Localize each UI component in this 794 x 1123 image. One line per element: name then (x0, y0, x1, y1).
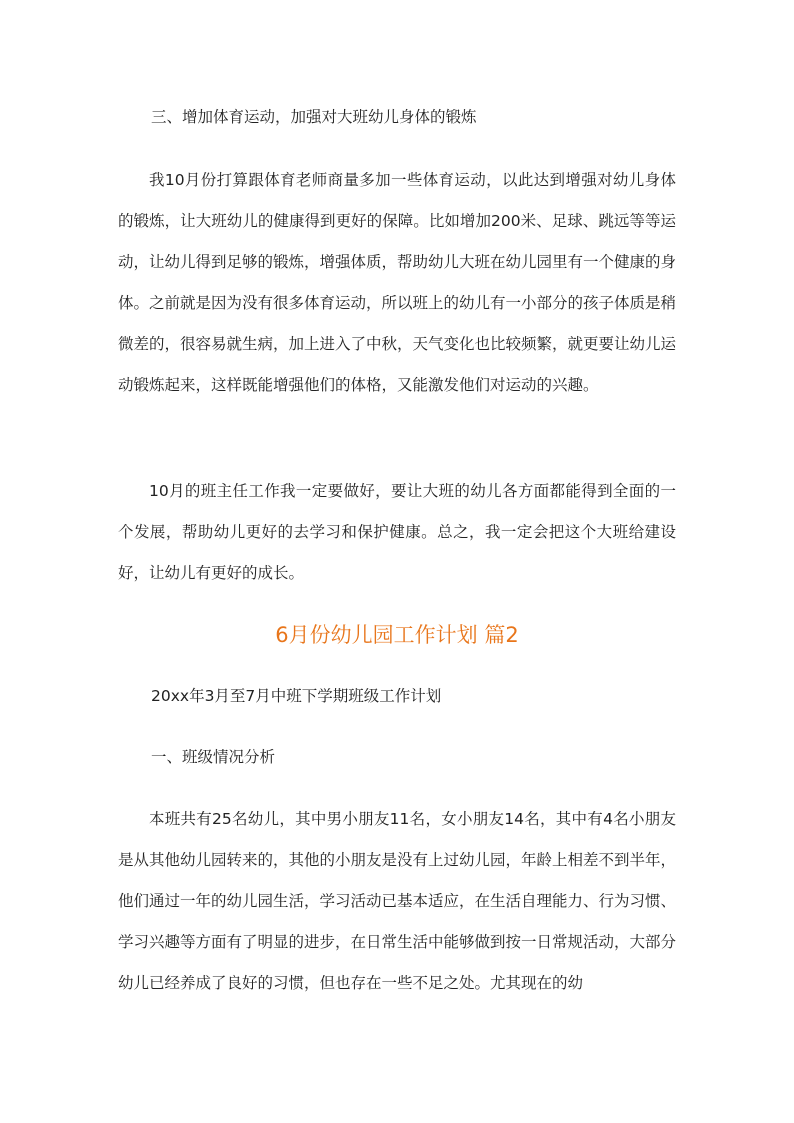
section-title-plan-2: 6月份幼儿园工作计划 篇2 (275, 623, 519, 647)
section-heading-class-analysis: 一、班级情况分析 (151, 748, 276, 766)
paragraph-exercise-plan: 我10月份打算跟体育老师商量多加一些体育运动，以此达到增强对幼儿身体的锻炼，让大班幼儿的健康得到更好的保障。比如增加200米、足球、跳远等等运动，让幼儿得到足够的锻炼，增强体质，帮助幼儿大班在幼儿园里有一个健康的身体。之前就是因为没有很多体育运动，所以班上的幼儿有一小部分的孩子体质是稍微差的，很容易就生病，加上进入了中秋，天气变化也比较频繁，就更要让幼儿运动锻炼起来，这样既能增强他们的体格，又能激发他们对运动的兴趣。 (118, 171, 677, 394)
section-heading-physical-exercise: 三、增加体育运动，加强对大班幼儿身体的锻炼 (151, 108, 477, 126)
plan-subtitle: 20xx年3月至7月中班下学期班级工作计划 (151, 687, 442, 705)
paragraph-conclusion: 10月的班主任工作我一定要做好，要让大班的幼儿各方面都能得到全面的一个发展，帮助幼儿更好的去学习和保护健康。总之，我一定会把这个大班给建设好，让幼儿有更好的成长。 (118, 482, 676, 582)
paragraph-class-analysis: 本班共有25名幼儿，其中男小朋友11名，女小朋友14名，其中有4名小朋友是从其他幼儿园转来的，其他的小朋友是没有上过幼儿园，年龄上相差不到半年，他们通过一年的幼儿园生活，学习活动已基本适应，在生活自理能力、行为习惯、学习兴趣等方面有了明显的进步，在日常生活中能够做到按一日常规活动，大部分幼儿已经养成了良好的习惯，但也存在一些不足之处。尤其现在的幼 (118, 810, 677, 992)
